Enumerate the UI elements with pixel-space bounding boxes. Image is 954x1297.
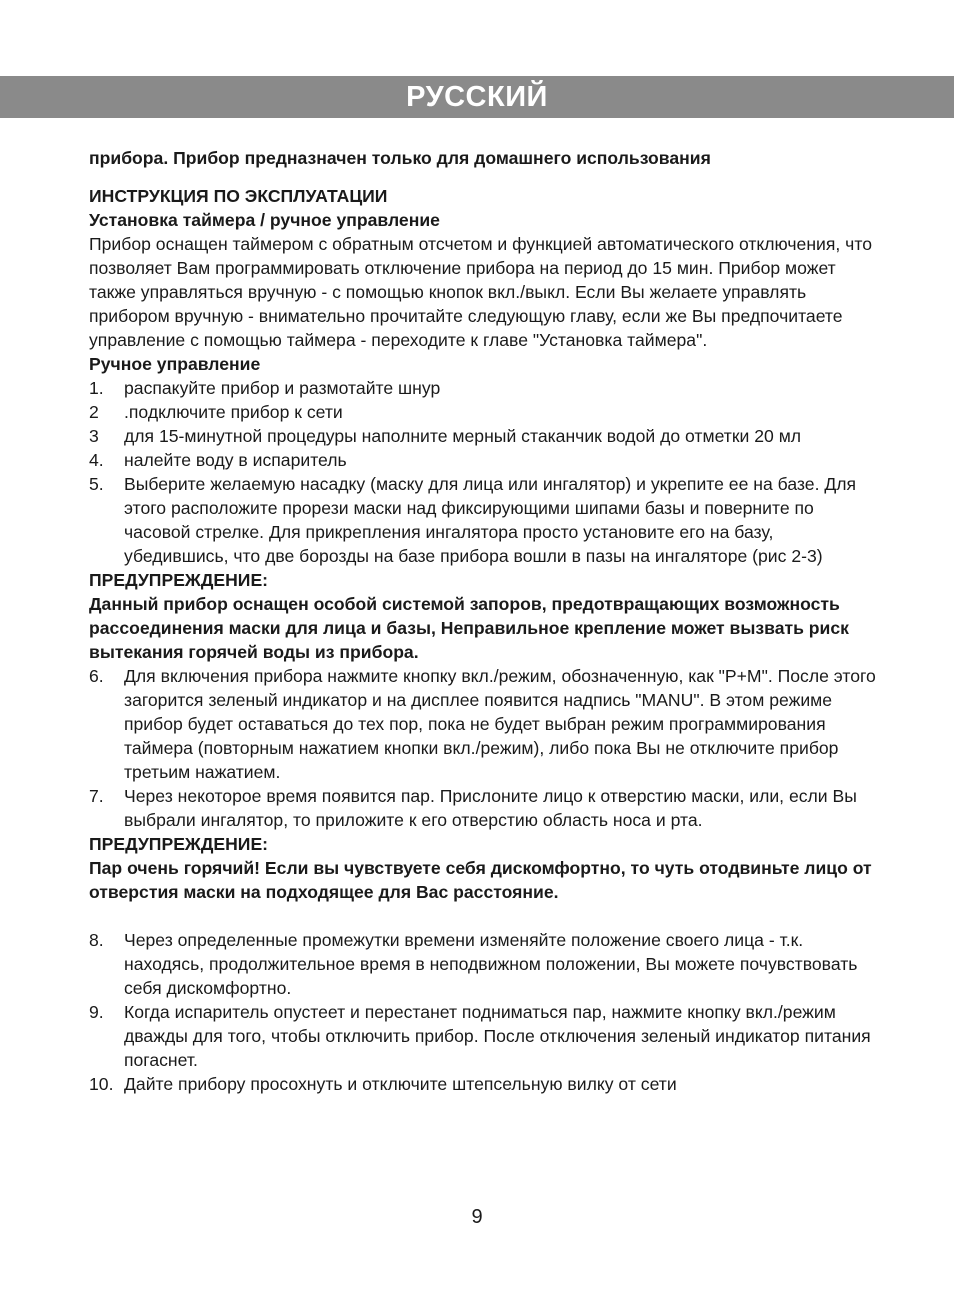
warning-2-title: ПРЕДУПРЕЖДЕНИЕ: [89, 834, 269, 854]
list-item [89, 448, 879, 472]
page-number: 9 [471, 1206, 483, 1228]
manual-heading: Ручное управление [89, 354, 261, 374]
item-number: 9. [89, 1002, 104, 1022]
item-number: 6. [89, 666, 104, 686]
item-number: 1. [89, 378, 104, 398]
list-item [89, 664, 879, 784]
warning-1-text: Данный прибор оснащен особой системой запоров, предотвращающих возможность рассоединения маски для лица и базы, Неправильное крепление может вызвать риск вытекания горячей воды из прибора. [89, 594, 849, 662]
section-title: ИНСТРУКЦИЯ ПО ЭКСПЛУАТАЦИИ [89, 186, 388, 206]
page-content [89, 146, 879, 1096]
item-number: 8. [89, 930, 104, 950]
item-text: Через некоторое время появится пар. Прислоните лицо к отверстию маски, или, если Вы выбрали ингалятор, то приложите к его отверстию область носа и рта. [124, 786, 857, 830]
list-item [89, 400, 879, 424]
list-item [89, 424, 879, 448]
warning-2-text: Пар очень горячий! Если вы чувствуете себя дискомфортно, то чуть отодвиньте лицо от отверстия маски на подходящее для Вас расстояние. [89, 858, 872, 902]
item-text: для 15-минутной процедуры наполните мерный стаканчик водой до отметки 20 мл [124, 426, 802, 446]
intro-line: прибора. Прибор предназначен только для домашнего использования [89, 148, 711, 168]
item-number: 5. [89, 474, 104, 494]
timer-heading: Установка таймера / ручное управление [89, 210, 440, 230]
item-text: Выберите желаемую насадку (маску для лица или ингалятор) и укрепите ее на базе. Для этого расположите прорези маски над фиксирующими шипами базы и поверните по часовой стрелке. Для прикрепления ингалятора просто установите его на базу, убедившись, что две борозды на базе прибора вошли в пазы на ингаляторе (рис 2-3) [124, 474, 857, 566]
steps-list-b [89, 664, 879, 832]
list-item [89, 376, 879, 400]
steps-list-a [89, 376, 879, 568]
item-text: распакуйте прибор и размотайте шнур [124, 378, 441, 398]
warning-1-title: ПРЕДУПРЕЖДЕНИЕ: [89, 570, 269, 590]
item-text: Когда испаритель опустеет и перестанет подниматься пар, нажмите кнопку вкл./режим дважды для того, чтобы отключить прибор. После отключения зеленый индикатор питания погаснет. [124, 1002, 871, 1070]
item-text: Через определенные промежутки времени изменяйте положение своего лица - т.к. находясь, продолжительное время в неподвижном положении, Вы можете почувствовать себя дискомфортно. [124, 930, 858, 998]
item-number: 2 [89, 402, 99, 422]
list-item [89, 784, 879, 832]
language-banner [0, 76, 954, 118]
item-text: .подключите прибор к сети [124, 402, 343, 422]
item-number: 7. [89, 786, 104, 806]
language-title: РУССКИЙ [406, 80, 548, 113]
list-item [89, 1000, 879, 1072]
list-item [89, 928, 879, 1000]
steps-list-c [89, 928, 879, 1096]
item-text: налейте воду в испаритель [124, 450, 347, 470]
item-text: Для включения прибора нажмите кнопку вкл./режим, обозначенную, как "P+M". После этого загорится зеленый индикатор и на дисплее появится надпись "MANU". В этом режиме прибор будет оставаться до тех пор, пока не будет выбран режим программирования таймера (повторным нажатием кнопки вкл./режим), либо пока Вы не отключите прибор третьим нажатием. [124, 666, 876, 782]
item-number: 3 [89, 426, 99, 446]
item-number: 10. [89, 1074, 114, 1094]
item-text: Дайте прибору просохнуть и отключите штепсельную вилку от сети [124, 1074, 677, 1094]
item-number: 4. [89, 450, 104, 470]
list-item [89, 472, 879, 568]
timer-text: Прибор оснащен таймером с обратным отсчетом и функцией автоматического отключения, что позволяет Вам программировать отключение прибора на период до 15 мин. Прибор может также управляться вручную - с помощью кнопок вкл./выкл. Если Вы желаете управлять прибором вручную - внимательно прочитайте следующую главу, если же Вы предпочитаете управление с помощью таймера - переходите к главе "Установка таймера". [89, 234, 872, 350]
list-item [89, 1072, 879, 1096]
